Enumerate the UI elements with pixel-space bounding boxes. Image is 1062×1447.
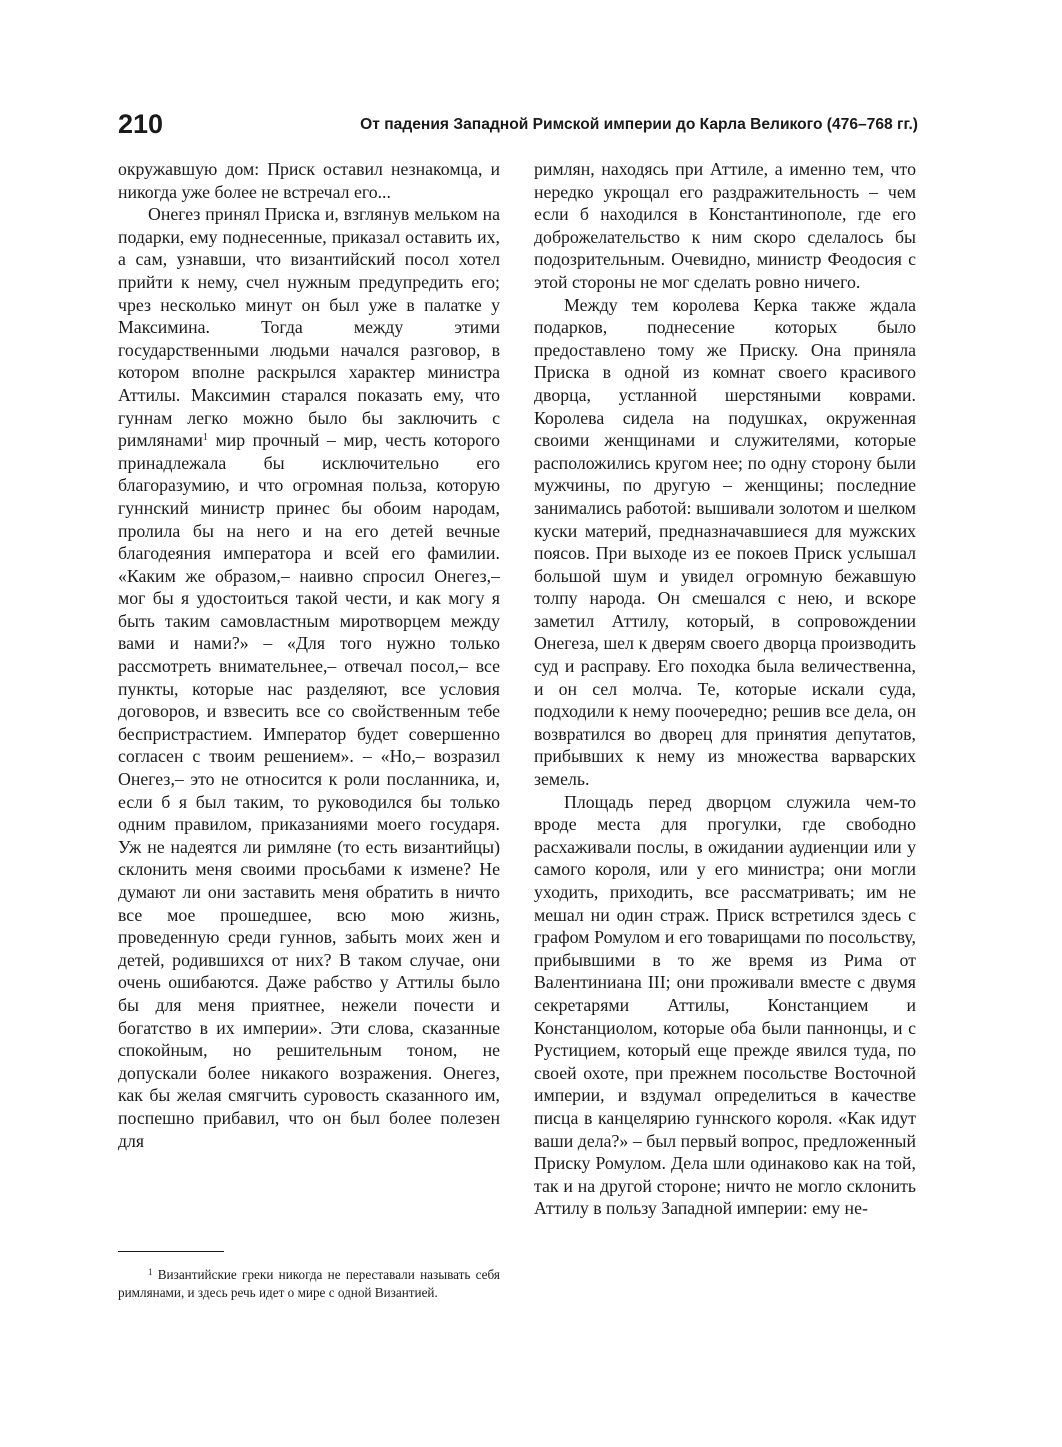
running-title: От падения Западной Римской империи до Карла Великого (476–768 гг.)	[360, 116, 918, 133]
paragraph-text: Онегез принял Приска и, взглянув мельком на подарки, ему поднесенные, приказал оставить их, а сам, узнавши, что византийский посол хотел прийти к нему, счел нужным предупредить его; чрез несколько минут он был уже в палатке у Максимина. Тогда между этими государственными людьми начался разговор, в котором вполне раскрылся характер министра Аттилы. Максимин старался показать ему, что гуннам легко можно было бы заключить с римлянами	[118, 204, 500, 451]
footnote-divider	[118, 1251, 224, 1252]
paragraph: Площадь перед дворцом служила чем-то вроде места для прогулки, где свободно расхаживали послы, в ожидании аудиенции или у самого короля, или у его министра; они могли уходить, приходить, все рассматривать; им не мешал ни один страж. Приск встретился здесь с графом Ромулом и его товарищами по посольству, прибывшими в то же время из Рима от Валентиниана III; они проживали вместе с двумя секретарями Аттилы, Констанцием и Констанциолом, которые оба были паннонцы, и с Рустицием, который еще прежде явился туда, по своей охоте, при прежнем посольстве Восточной империи, и вздумал определиться в качестве писца в канцелярию гуннского короля. «Как идут ваши дела?» – был первый вопрос, предложенный Приску Ромулом. Дела шли одинаково как на той, так и на другой стороне; ничто не могло склонить Аттилу в пользу Западной империи: ему не-	[534, 791, 916, 1219]
paragraph: окружавшую дом: Приск оставил незнакомца, и никогда уже более не встречал его...	[118, 159, 500, 202]
paragraph: римлян, находясь при Аттиле, а именно тем, что нередко укрощал его раздражительность – чем если б находился в Константинополе, где его доброжелательство к ним скоро сделалось бы подозрительным. Очевидно, министр Феодосия с этой стороны не мог сделать ровно ничего.	[534, 159, 916, 292]
right-column	[534, 158, 916, 1220]
paragraph-text: мир прочный – мир, честь которого принадлежала бы исключительно его благоразумию, и что огромная польза, которую гуннский министр принес бы обоим народам, пролила бы на него и на его детей вечные благодеяния императора и всей его фамилии. «Каким же образом,– наивно спросил Онегез,– мог бы я удостоиться такой чести, и как могу я быть таким самовластным миротворцем между вами и нами?» – «Для того нужно только рассмотреть внимательнее,– отвечал посол,– все пункты, которые нас разделяют, все условия договоров, и взвесить все со свойственным тебе беспристрастием. Император будет совершенно согласен с твоим решением». – «Но,– возразил Онегез,– это не относится к роли посланника, и, если б я был таким, то руководился бы только одним правилом, приказаниями моего государя. Уж не надеятся ли римляне (то есть византийцы) склонить меня своими просьбами к измене? Не думают ли они заставить меня обратить в ничто все мое прошедшее, всю мою жизнь, проведенную среди гуннов, забыть моих жен и детей, родившихся от них? В таком случае, они очень ошибаются. Даже рабство у Аттилы было бы для меня приятнее, нежели почести и богатство в их империи». Эти слова, сказанные спокойным, но решительным тоном, не допускали более никакого возражения. Онегез, как бы желая смягчить суровость сказанного им, поспешно прибавил, что он был более полезен для	[118, 430, 500, 1151]
left-column	[118, 158, 500, 1152]
footnote-mark: 1	[148, 1267, 153, 1277]
paragraph	[118, 203, 500, 1152]
paragraph: Между тем королева Керка также ждала подарков, поднесение которых было предоставлено тому же Приску. Она приняла Приска в одной из комнат своего красивого дворца, устланной шерстяными коврами. Королева сидела на подушках, окруженная своими женщинами и служителями, которые расположились кругом нее; по одну сторону были мужчины, по другую – женщины; последние занимались работой: вышивали золотом и шелком куски материй, предназначавшиеся для мужских поясов. При выходе из ее покоев Приск услышал большой шум и увидел огромную бежавшую толпу народа. Он смешался с нею, и вскоре заметил Аттилу, который, в сопровождении Онегеза, шел к дверям своего дворца производить суд и расправу. Его походка была величественна, и он сел молча. Те, которые искали суда, подходили к нему поочередно; решив все дела, он возвратился во дворец для принятия депутатов, прибывших к нему из множества варварских земель.	[534, 294, 916, 790]
footnote-reference: 1	[202, 432, 208, 444]
footnote	[118, 1266, 500, 1301]
footnote-text: Византийские греки никогда не переставали называть себя римлянами, и здесь речь идет о мире с одной Византией.	[118, 1267, 500, 1300]
page-number: 210	[118, 109, 164, 139]
